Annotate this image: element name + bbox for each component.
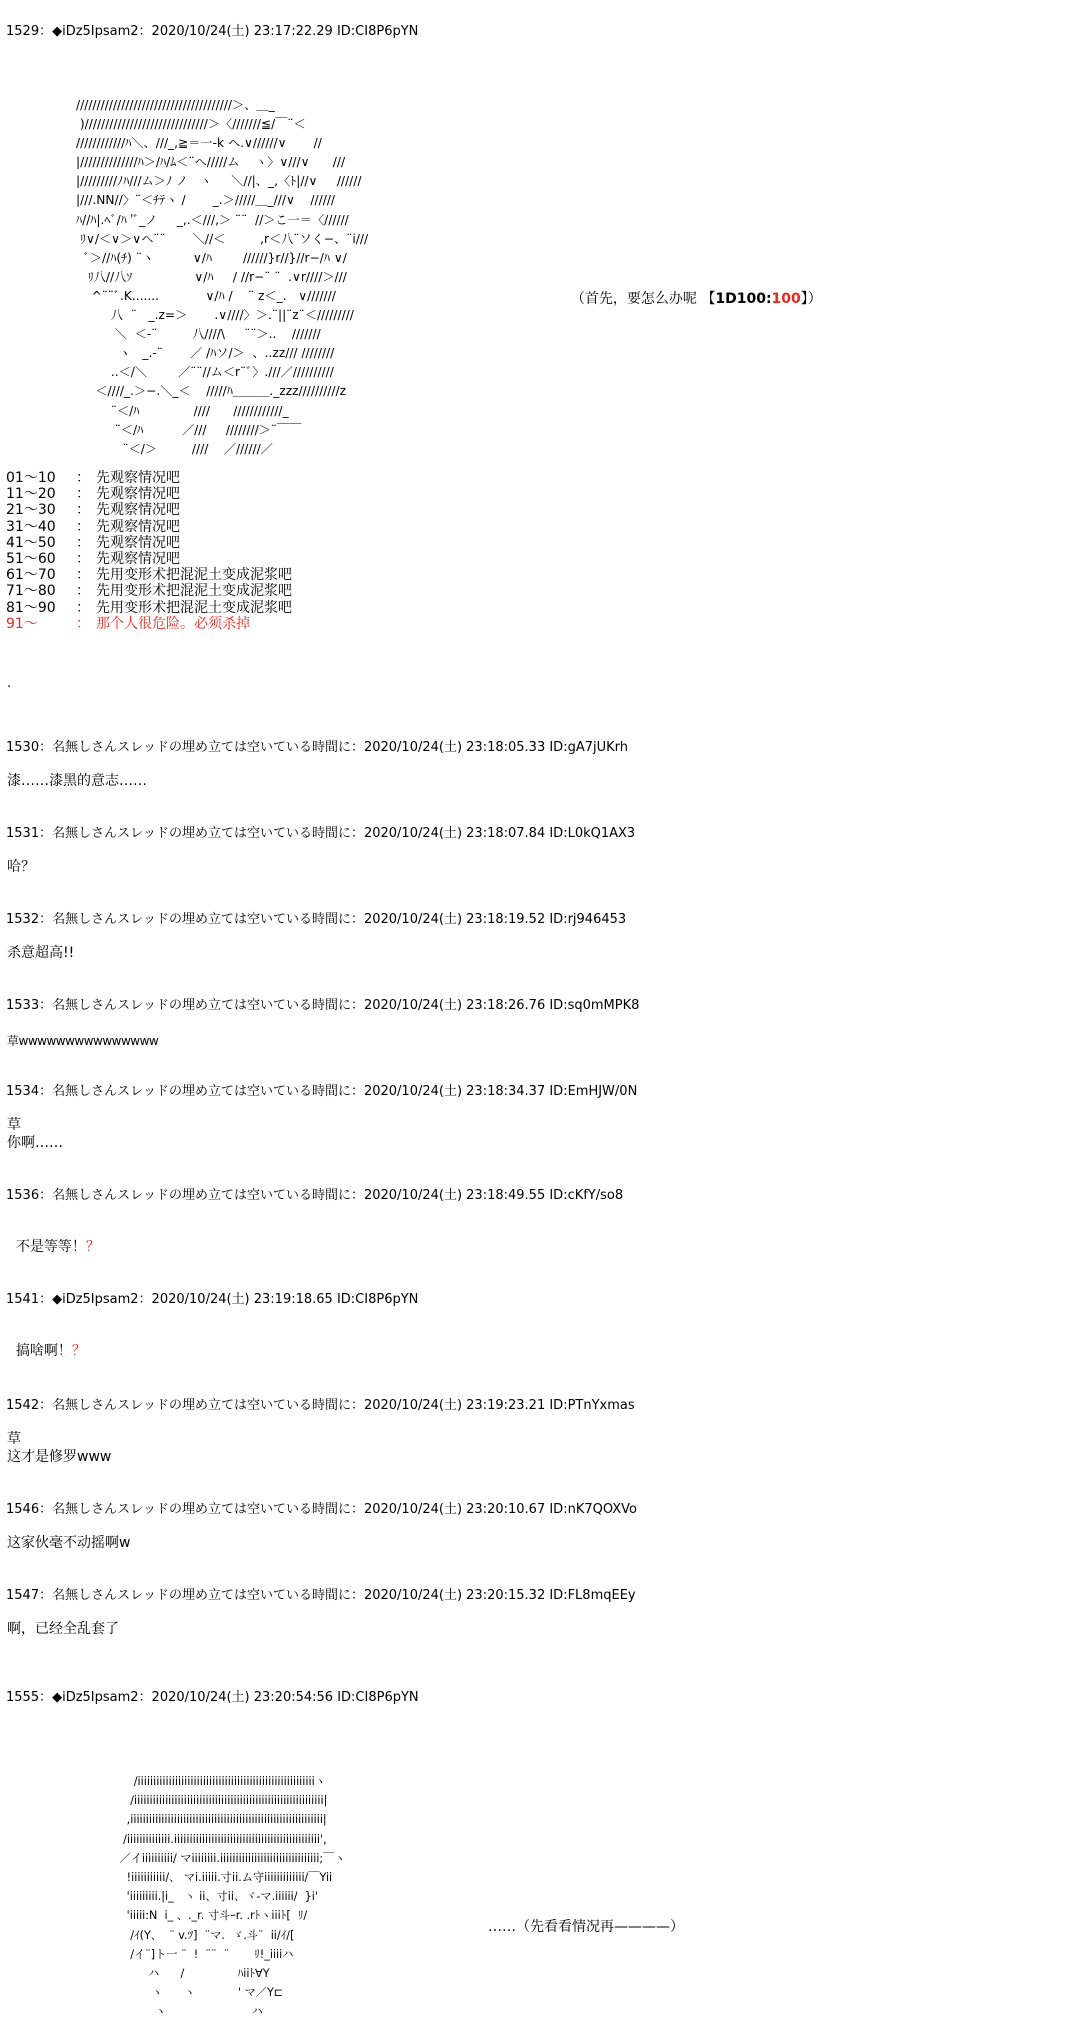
choice-text: 先用变形术把混泥土变成泥浆吧 <box>96 583 292 600</box>
post-header-1555: 1555：◆iDz5Ipsam2：2020/10/24(土) 23:20:54:56 ID:CI8P6pYN <box>6 1690 419 1705</box>
post-body-1542-line2: 这才是修罗www <box>7 1449 112 1465</box>
choice-row <box>6 551 292 567</box>
dice-roll-result: 100 <box>771 291 801 307</box>
choice-row <box>6 486 292 502</box>
choice-row <box>6 519 292 535</box>
choice-separator: ： <box>76 583 90 600</box>
post-header-1532: 1532：名無しさんスレッドの埋め立ては空いている時間に：2020/10/24(土) 23:18:19.52 ID:rj946453 <box>6 912 627 927</box>
post-header-1536: 1536：名無しさんスレッドの埋め立ては空いている時間に：2020/10/24(土) 23:18:49.55 ID:cKfY/so8 <box>6 1188 624 1203</box>
post-body-1531: 哈？ <box>7 859 35 875</box>
post-body-1530: 漆……漆黑的意志…… <box>7 773 147 789</box>
post-body-1547: 啊，已经全乱套了 <box>7 1621 119 1637</box>
choice-range: 31～40 <box>6 518 56 535</box>
choice-separator: ： <box>76 502 90 519</box>
choice-separator: ： <box>76 615 90 632</box>
post-body-1533: 草wwwwwwwwwwwwwww <box>7 1034 159 1048</box>
choice-range: 81～90 <box>6 599 56 616</box>
choice-row <box>6 535 292 551</box>
narration-note: ……（先看看情况再————） <box>488 1919 684 1935</box>
post-body-1542-line1: 草 <box>7 1431 21 1447</box>
ascii-art-character-1: //////////////////////////////////////＞、＿_ )//////////////////////////////＞〈///////≦/￣¨＜ ////////////ﾊ＼、///_,≧＝一-k ヘ.∨//////∨ // |//////////////ﾊ＞/ﾊ/ﾑ＜¨ヘ/////ム ヽ〉∨///∨ /// |/////////ﾉﾊ///ム＞ﾉ ノ ヽ ＼//|、_,〈ﾄ|//∨ ////// |///.NN//〉¨＜ﾁﾃヽ / _.＞/////＿_///∨ ////// ﾊ//ﾊ|.ﾍﾞ/ﾊ 'ﾞ_ノ _,.＜///,＞ ¨¨ //＞こ一＝〈////// ﾘ∨/＜∨＞∨ヘ¨¨ ＼//＜ ,r＜八¨ソく−、¨i/// ﾞ＞//ﾊ(ﾁ) ¨ヽ ∨/ﾊ //////}r//}//r−/ﾊ ∨/ ﾘ八//八ｿ ∨/ﾊ / //r−¨ ¨ .∨r////＞/// ^¨¨ﾞ.K....... ∨/ﾊ / ¨ z＜_. ∨/////// 八 ¨ _.z=＞ .∨////〉＞.¨||¨z¨＜///////// ＼ ＜-¨ 八////\ ¨¨＞.. /////// ヽ _.-¨ ／ /ﾊソ/＞ 、..zz/// //////// ..＜/＼ ／¨¨//ム＜r¨ﾞ〉.///／////////// ＜////_.＞−.＼_＜ /////ﾊ＿＿＿._zzz//////////z ¨＜/ﾊ //// ////////////_ ¨＜/ﾊ ／/// ////////＞¨￣￣ ¨＜/＞ //// ／//////／ <box>76 98 369 456</box>
post-body-1534-line2: 你啊…… <box>7 1135 63 1151</box>
choice-separator: ： <box>76 567 90 584</box>
choice-range: 51～60 <box>6 551 56 568</box>
post-body-1546: 这家伙毫不动摇啊w <box>7 1535 131 1551</box>
post-header-1529: 1529：◆iDz5Ipsam2：2020/10/24(土) 23:17:22.29 ID:CI8P6pYN <box>6 24 419 39</box>
choice-range: 01～10 <box>6 470 56 486</box>
choice-row <box>6 502 292 518</box>
post-header-1533: 1533：名無しさんスレッドの埋め立ては空いている時間に：2020/10/24(土) 23:18:26.76 ID:sq0mMPK8 <box>6 998 640 1013</box>
post-header-1542: 1542：名無しさんスレッドの埋め立ては空いている時間に：2020/10/24(土) 23:19:23.21 ID:PTnYxmas <box>6 1398 635 1413</box>
post-body-1534-line1: 草 <box>7 1117 21 1133</box>
post-header-1546: 1546：名無しさんスレッドの埋め立ては空いている時間に：2020/10/24(土) 23:20:10.67 ID:nK7QOXVo <box>6 1502 637 1517</box>
post-header-1531: 1531：名無しさんスレッドの埋め立ては空いている時間に：2020/10/24(土) 23:18:07.84 ID:L0kQ1AX3 <box>6 826 636 841</box>
choice-row <box>6 583 292 599</box>
choice-text: 先观察情况吧 <box>96 551 180 568</box>
dice-roll-label: 1D100: <box>715 291 772 307</box>
choice-range: 21～30 <box>6 502 56 519</box>
separator-dot: . <box>7 676 12 691</box>
post-header-1530: 1530：名無しさんスレッドの埋め立ては空いている時間に：2020/10/24(土) 23:18:05.33 ID:gA7jUKrh <box>6 740 628 755</box>
choice-text: 先观察情况吧 <box>96 486 180 503</box>
choice-row <box>6 616 292 632</box>
post-body-1541 <box>7 1324 86 1360</box>
choice-text: 先观察情况吧 <box>96 534 180 551</box>
choice-range: 71～80 <box>6 583 56 600</box>
choice-table <box>6 470 292 632</box>
choice-text: 先用变形术把混泥土变成泥浆吧 <box>96 599 292 616</box>
post-header-1547: 1547：名無しさんスレッドの埋め立ては空いている時間に：2020/10/24(土) 23:20:15.32 ID:FL8mqEEy <box>6 1588 636 1603</box>
choice-row <box>6 470 292 486</box>
dice-roll-suffix: 】） <box>800 291 822 307</box>
choice-text: 先观察情况吧 <box>96 502 180 519</box>
choice-range: 61～70 <box>6 567 56 584</box>
choice-separator: ： <box>76 470 90 486</box>
choice-separator: ： <box>76 551 90 568</box>
choice-range: 41～50 <box>6 534 56 551</box>
dice-roll-prefix: （首先，要怎么办呢 【 <box>570 291 716 307</box>
post-body-1536-question: ？ <box>85 1239 100 1255</box>
choice-text: 那个人很危险。必须杀掉 <box>96 615 250 632</box>
choice-separator: ： <box>76 518 90 535</box>
ascii-art-character-2: /iiiiiiiiiiiiiiiiiiiiiiiiiiiiiiiiiiiiiiiiiiiiiiiiiiiiiiiiiヽ /iiiiiiiiiiiiiiiiiiiiiiiiiiiiiiiiiiiiiiiiiiiiiiiiiiiiiiiiiiiii| ,iiiiiiiiiiiiiiiiiiiiiiiiiiiiiiiiiiiiiiiiiiiiiiiiiiiiiiiiiiiiii| /iiiiiiiiiiiiii.iiiiiiiiiiiiiiiiiiiiiiiiiiiiiiiiiiiiiiiiiiiiiii', ／イiiiiiiiiii/ マiiiiiiii.iiiiiiiiiiiiiiiiiiiiiiiiiiiiiiii;￣ヽ !iiiiiiiiiii/、 マi.iiiii.寸ii.ム守iiiiiiiiiiiii/￣Yii 'iiiiiiiii.|i_ ヽ ii、寸ii、ヾ-マ.iiiiii/ }i' 'iiiii:N i_ 、._r. 寸斗ｰr. .rﾄヽiiiﾄ[ ﾘ/ /ｲ(Y、 ¨ v.ﾂ] ¨マ. ゞ.斗¨ ii/ｲ/[ /イ¨]ト一 ¨ ! ¨¨ ¨ ﾘ!_iiiiハ ハ / ﾊiiﾄ∀Y ヽ ヽ ' マ／Y⊏ ヽ ハ <box>119 1775 346 2019</box>
post-header-1534: 1534：名無しさんスレッドの埋め立ては空いている時間に：2020/10/24(土) 23:18:34.37 ID:EmHJW/0N <box>6 1084 638 1099</box>
choice-text: 先用变形术把混泥土变成泥浆吧 <box>96 567 292 584</box>
dice-roll-line <box>562 272 822 308</box>
choice-text: 先观察情况吧 <box>96 518 180 535</box>
choice-separator: ： <box>76 534 90 551</box>
choice-row <box>6 600 292 616</box>
post-body-1536 <box>7 1220 100 1256</box>
choice-text: 先观察情况吧 <box>96 470 180 486</box>
post-body-1532: 杀意超高!! <box>7 945 75 961</box>
choice-row <box>6 567 292 583</box>
choice-range: 91～ <box>6 615 38 632</box>
choice-separator: ： <box>76 486 90 503</box>
post-body-1536-text: 不是等等！ <box>15 1239 86 1255</box>
post-body-1541-question: ？ <box>71 1343 86 1359</box>
choice-range: 11～20 <box>6 486 56 503</box>
post-header-1541: 1541：◆iDz5Ipsam2：2020/10/24(土) 23:19:18.65 ID:CI8P6pYN <box>6 1292 419 1307</box>
choice-separator: ： <box>76 599 90 616</box>
post-body-1541-text: 搞啥啊！ <box>15 1343 72 1359</box>
